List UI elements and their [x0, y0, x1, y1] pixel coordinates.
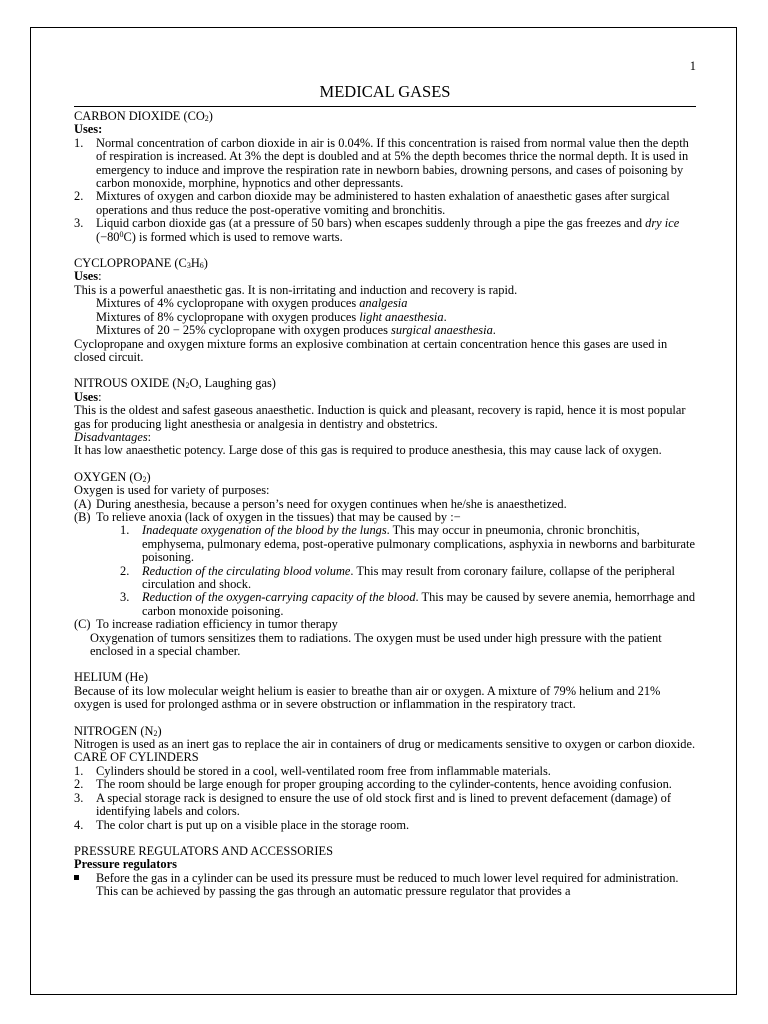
section-care-of-cylinders [74, 751, 696, 831]
list-item: 2. The room should be large enough for proper grouping according to the cylinder-contents, hence avoiding confusion. [74, 777, 672, 792]
section-nitrogen [74, 725, 696, 752]
list-item: Before the gas in a cylinder can be used its pressure must be reduced to much lower level required for administration. This can be achieved by passing the gas through an automatic pressure regulator that provides a [74, 872, 696, 899]
list-item: 3. Liquid carbon dioxide gas (at a pressure of 50 bars) when escapes suddenly through a pipe the gas freezes and dry ice $(-80^0C)$ is formed which is used to remove warts. [74, 216, 680, 244]
list-item: 1. Cylinders should be stored in a cool, well-ventilated room free from inflammable materials. [74, 763, 551, 778]
disadvantages-text: It has low anaesthetic potency. Large dose of this gas is required to produce anesthesia, this may cause lack of oxygen. [74, 443, 662, 458]
document-body [74, 60, 696, 899]
intro-text: Oxygen is used for variety of purposes: [74, 483, 270, 498]
section-cyclopropane [74, 257, 696, 364]
list-item: 2. Reduction of the circulating blood volume. This may result from coronary failure, collapse of the peripheral circulation and shock. [120, 563, 675, 591]
anoxia-causes-list [74, 524, 696, 618]
subheading: Pressure regulators [74, 857, 177, 872]
uses-label: Uses: [74, 269, 102, 284]
uses-label: Uses: [74, 122, 103, 137]
title-divider [74, 106, 696, 107]
regulator-bullets [74, 872, 696, 899]
mixture-line: Mixtures of 4% cyclopropane with oxygen produces analgesia [96, 296, 408, 311]
uses-list [74, 137, 696, 244]
list-item: (A) During anesthesia, because a person’s need for oxygen continues when he/she is anaesthetized. [74, 496, 567, 511]
list-item: 3. A special storage rack is designed to ensure the use of old stock first and is lined to prevent defacement (damage) of identifying labels and colors. [74, 790, 671, 819]
body-text: Nitrogen is used as an inert gas to replace the air in containers of drug or medicaments sensitive to oxygen or carbon dioxide. [74, 737, 696, 752]
section-heading: NITROGEN $(N_2)$ [74, 723, 162, 738]
square-bullet-icon [74, 875, 79, 880]
list-item: 1. Normal concentration of carbon dioxide in air is 0.04%. If this concentration is raised from normal value then the depth of respiration is increased. At 3% the dept is doubled and at 5% the depth becomes thrice the normal depth. It is used in emergency to induce and improve the respiration rate in newborn babies, drowning persons, and cases of poisoning by carbon monoxide, morphine, hypnotics and other depressants. [74, 135, 689, 191]
section-heading: CYCLOPROPANE $(C_3H_6)$ [74, 256, 208, 271]
list-item: (B) To relieve anoxia (lack of oxygen in the tissues) that may be caused by :− [74, 509, 461, 524]
section-nitrous-oxide [74, 377, 696, 457]
intro-text: This is a powerful anaesthetic gas. It is non-irritating and induction and recovery is rapid. [74, 282, 518, 297]
purposes-list [74, 498, 696, 525]
section-helium [74, 671, 696, 711]
list-item: (C) To increase radiation efficiency in tumor therapy [74, 617, 338, 632]
closing-text: Cyclopropane and oxygen mixture forms an explosive combination at certain concentration hence this gases are used in closed circuit. [74, 336, 668, 364]
list-item: 4. The color chart is put up on a visible place in the storage room. [74, 817, 410, 832]
page-number: 1 [689, 59, 696, 73]
list-item: 2. Mixtures of oxygen and carbon dioxide may be administered to hasten exhalation of anaesthetic gases after surgical operations and thus reduce the post-operative vomiting and bronchitis. [74, 189, 670, 217]
page-title: MEDICAL GASES [319, 82, 451, 101]
list-item: 3. Reduction of the oxygen-carrying capacity of the blood. This may be caused by severe anemia, hemorrhage and carbon monoxide poisoning. [120, 590, 696, 618]
mixture-line: Mixtures of 8% cyclopropane with oxygen produces light anaesthesia. [96, 309, 447, 324]
uses-label: Uses: [74, 389, 102, 404]
mixture-line: Mixtures of 20 − 25% cyclopropane with oxygen produces surgical anaesthesia. [96, 323, 496, 338]
section-carbon-dioxide [74, 110, 696, 244]
care-list [74, 765, 696, 832]
body-text: This is the oldest and safest gaseous anaesthetic. Induction is quick and pleasant, recovery is rapid, hence it is most popular gas for producing light anesthesia or analgesia in dentistry and obstetrics. [74, 403, 686, 431]
section-oxygen [74, 471, 696, 659]
section-pressure-regulators [74, 845, 696, 899]
section-heading: CARE OF CYLINDERS [74, 750, 199, 765]
purposes-list-cont [74, 618, 696, 631]
disadvantages-label: Disadvantages: [74, 429, 152, 444]
body-text: Because of its low molecular weight helium is easier to breathe than air or oxygen. A mixture of 79% helium and 21% oxygen is used for prolonged asthma or in severe obstruction or inflammation in the respiratory tract. [74, 683, 661, 712]
section-heading: HELIUM (He) [74, 670, 148, 685]
section-heading: PRESSURE REGULATORS AND ACCESSORIES [74, 843, 334, 858]
section-heading: CARBON DIOXIDE $(CO_2)$ [74, 109, 213, 123]
list-item: 1. Inadequate oxygenation of the blood by the lungs. This may occur in pneumonia, chronic bronchitis, emphysema, pulmonary edema, post-operative pulmonary complications, asphyxia in newborns and barbiturate poisoning. [120, 523, 695, 565]
section-heading: OXYGEN $(O_2)$ [74, 469, 151, 484]
section-heading: NITROUS OXIDE ($N_2O$, Laughing gas) [74, 376, 276, 391]
tumor-detail: Oxygenation of tumors sensitizes them to radiations. The oxygen must be used under high pressure with the patient enclosed in a special chamber. [90, 630, 662, 659]
